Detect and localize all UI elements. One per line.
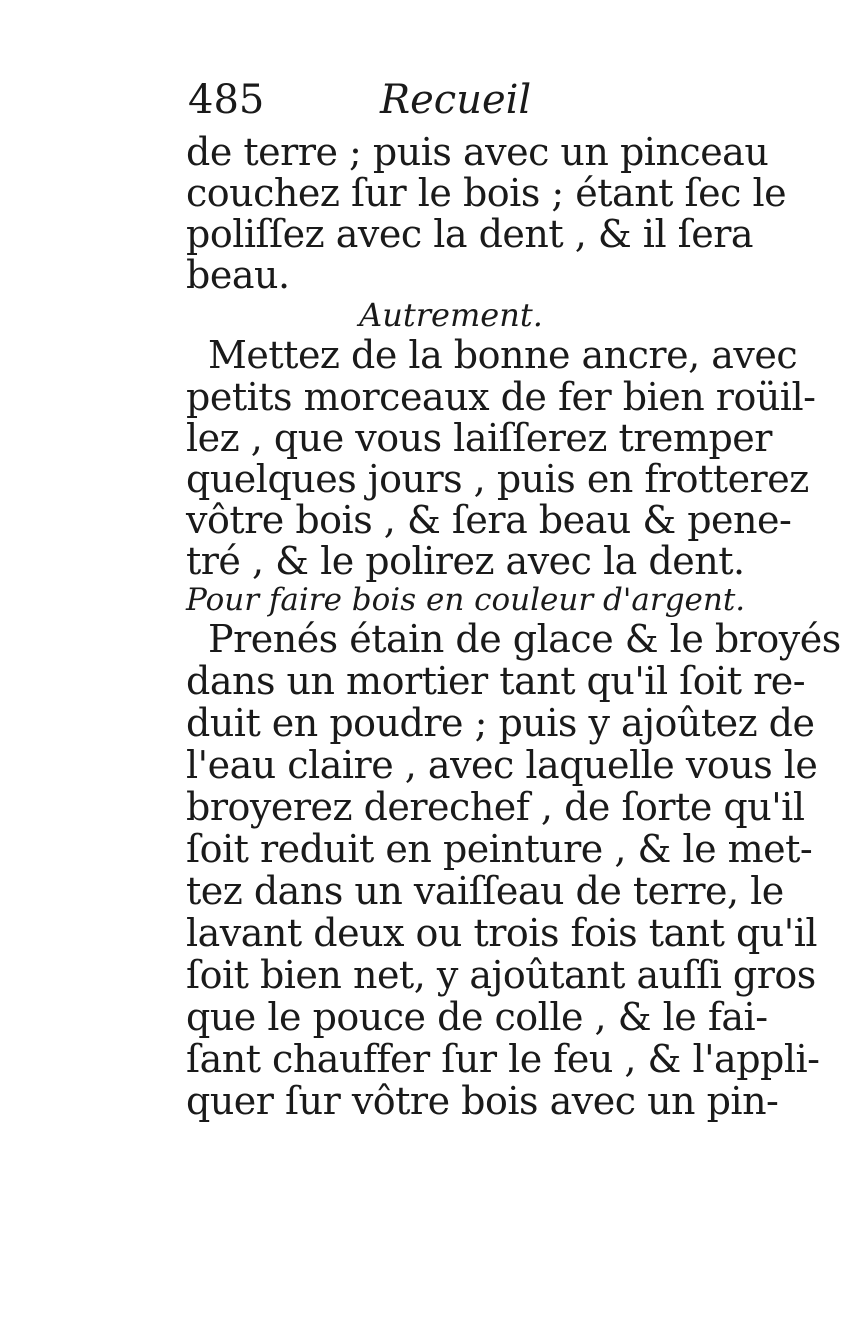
text-line: beau.	[186, 253, 290, 297]
text-line: vôtre bois , & ſera beau & pene-	[186, 498, 792, 542]
text-line: broyerez derechef , de ſorte qu'il	[186, 785, 805, 829]
text-line: couchez ſur le bois ; étant ſec le	[186, 171, 787, 215]
text-line: ſoit bien net, y ajoûtant auſſi gros	[186, 953, 816, 997]
text-line: l'eau claire , avec laquelle vous le	[186, 743, 818, 787]
text-line: quelques jours , puis en frotterez	[186, 457, 809, 501]
text-line: poliſſez avec la dent , & il ſera	[186, 212, 754, 256]
text-line: Mettez de la bonne ancre, avec	[208, 333, 798, 377]
text-line: petits morceaux de fer bien roüil-	[186, 375, 816, 419]
text-line: Prenés étain de glace & le broyés	[208, 617, 841, 661]
text-line: ſoit reduit en peinture , & le met-	[186, 827, 813, 871]
text-line: duit en poudre ; puis y ajoûtez de	[186, 701, 815, 745]
page-header	[180, 70, 720, 130]
text-line: lez , que vous laiſſerez tremper	[186, 416, 772, 460]
text-line: dans un mortier tant qu'il ſoit re-	[186, 659, 806, 703]
page-number: 485	[188, 77, 265, 123]
section-heading: Autrement.	[359, 296, 543, 334]
text-line: de terre ; puis avec un pinceau	[186, 130, 769, 174]
text-line: quer ſur vôtre bois avec un pin-	[186, 1079, 779, 1123]
text-line: tré , & le polirez avec la dent.	[186, 539, 745, 583]
text-line: que le pouce de colle , & le fai-	[186, 995, 768, 1039]
text-line: lavant deux ou trois fois tant qu'il	[186, 911, 818, 955]
text-line: ſant chauffer ſur le feu , & l'appli-	[186, 1037, 820, 1081]
section-heading: Pour faire bois en couleur d'argent.	[186, 582, 746, 618]
text-line: tez dans un vaiſſeau de terre, le	[186, 869, 784, 913]
running-title: Recueil	[380, 77, 532, 123]
